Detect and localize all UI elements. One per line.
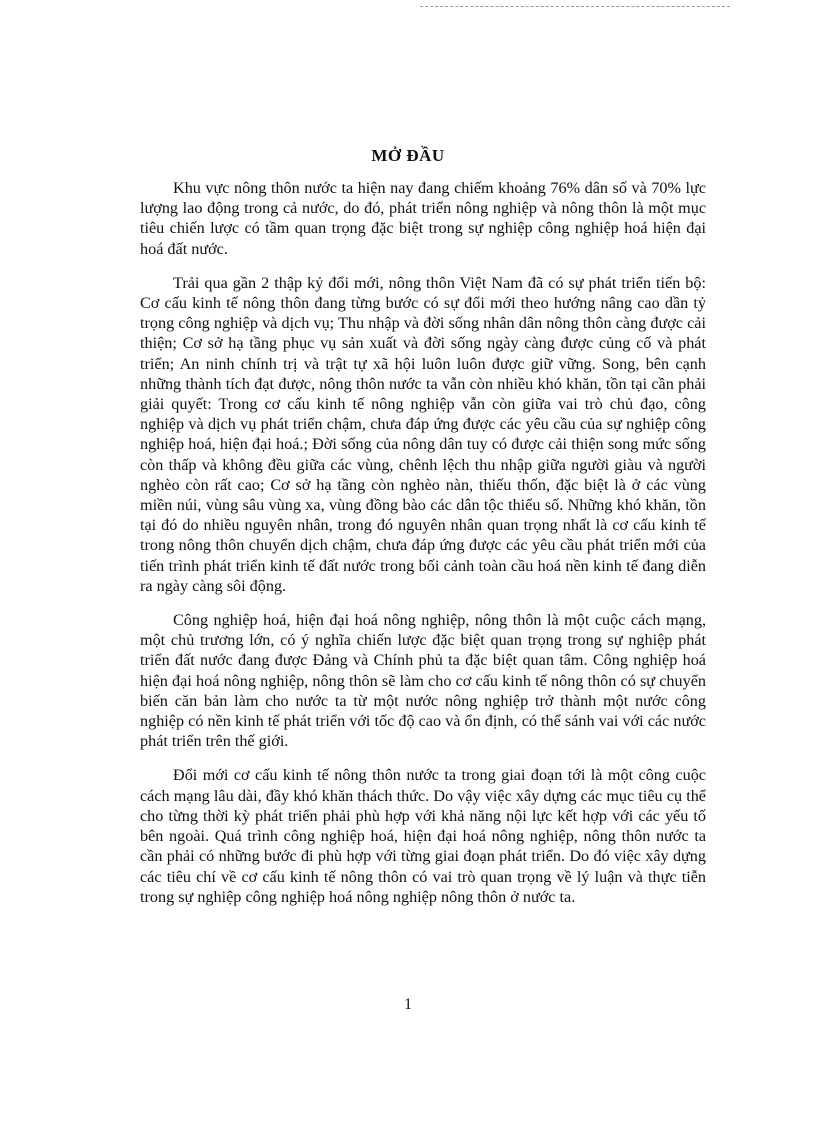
paragraph-4: Đổi mới cơ cấu kinh tế nông thôn nước ta trong giai đoạn tới là một công cuộc cách mạng lâu dài, đầy khó khăn thách thức. Do vậy việc xây dựng các mục tiêu cụ thể cho từng thời kỳ phát triển phải phù hợp với khả năng nội lực kết hợp với các yếu tố bên ngoài. Quá trình công nghiệp hoá, hiện đại hoá nông nghiệp, nông thôn nước ta cần phải có những bước đi phù hợp với từng giai đoạn phát triển. Do đó việc xây dựng các tiêu chí về cơ cấu kinh tế nông thôn có vai trò quan trọng về lý luận và thực tiễn trong sự nghiệp công nghiệp hoá nông nghiệp nông thôn ở nước ta.	[140, 766, 706, 906]
scan-edge-mark	[420, 6, 730, 8]
paragraph-1: Khu vực nông thôn nước ta hiện nay đang chiếm khoảng 76% dân số và 70% lực lượng lao động trong cả nước, do đó, phát triển nông nghiệp và nông thôn là một mục tiêu chiến lược có tầm quan trọng đặc biệt trong sự nghiệp công nghiệp hoá hiện đại hoá đất nước.	[140, 179, 706, 258]
paragraph-2: Trải qua gần 2 thập kỷ đổi mới, nông thôn Việt Nam đã có sự phát triển tiến bộ: Cơ cấu kinh tế nông thôn đang từng bước có sự đổi mới theo hướng nâng cao dần tỷ trọng công nghiệp và dịch vụ; Thu nhập và đời sống nhân dân nông thôn càng được cải thiện; Cơ sở hạ tầng phục vụ sản xuất và đời sống ngày càng được củng cố và phát triển; An ninh chính trị và trật tự xã hội luôn luôn được giữ vững. Song, bên cạnh những thành tích đạt được, nông thôn nước ta vẫn còn nhiều khó khăn, tồn tại cần phải giải quyết: Trong cơ cấu kinh tế nông nghiệp vẫn còn giữa vai trò chủ đạo, công nghiệp và dịch vụ phát triển chậm, chưa đáp ứng được các yêu cầu của sự nghiệp công nghiệp hoá, hiện đại hoá.; Đời sống của nông dân tuy có được cải thiện song mức sống còn thấp và không đều giữa các vùng, chênh lệch thu nhập giữa người giàu và người nghèo còn rất cao; Cơ sở hạ tầng còn nghèo nàn, thiếu thốn, đặc biệt là ở các vùng miền núi, vùng sâu vùng xa, vùng đồng bào các dân tộc thiểu số. Những khó khăn, tồn tại đó do nhiều nguyên nhân, trong đó nguyên nhân quan trọng nhất là cơ cấu kinh tế trong nông thôn chuyển dịch chậm, chưa đáp ứng được các yêu cầu phát triển mới của tiến trình phát triển kinh tế đất nước trong bối cảnh toàn cầu hoá nền kinh tế đang diễn ra ngày càng sôi động.	[140, 273, 706, 595]
page-number: 1	[404, 996, 412, 1013]
document-body	[140, 178, 706, 921]
paragraph-3: Công nghiệp hoá, hiện đại hoá nông nghiệp, nông thôn là một cuộc cách mạng, một chủ trương lớn, có ý nghĩa chiến lược đặc biệt quan trọng trong sự nghiệp phát triển đất nước đang được Đảng và Chính phủ ta đặc biệt quan tâm. Công nghiệp hoá hiện đại hoá nông nghiệp, nông thôn sẽ làm cho cơ cấu kinh tế nông thôn có sự chuyển biến căn bản làm cho nước ta từ một nước nông nghiệp trở thành một nước công nghiệp có nền kinh tế phát triển với tốc độ cao và ổn định, có thể sánh vai với các nước phát triển trên thế giới.	[140, 611, 706, 751]
page-title: MỞ ĐẦU	[371, 146, 445, 165]
